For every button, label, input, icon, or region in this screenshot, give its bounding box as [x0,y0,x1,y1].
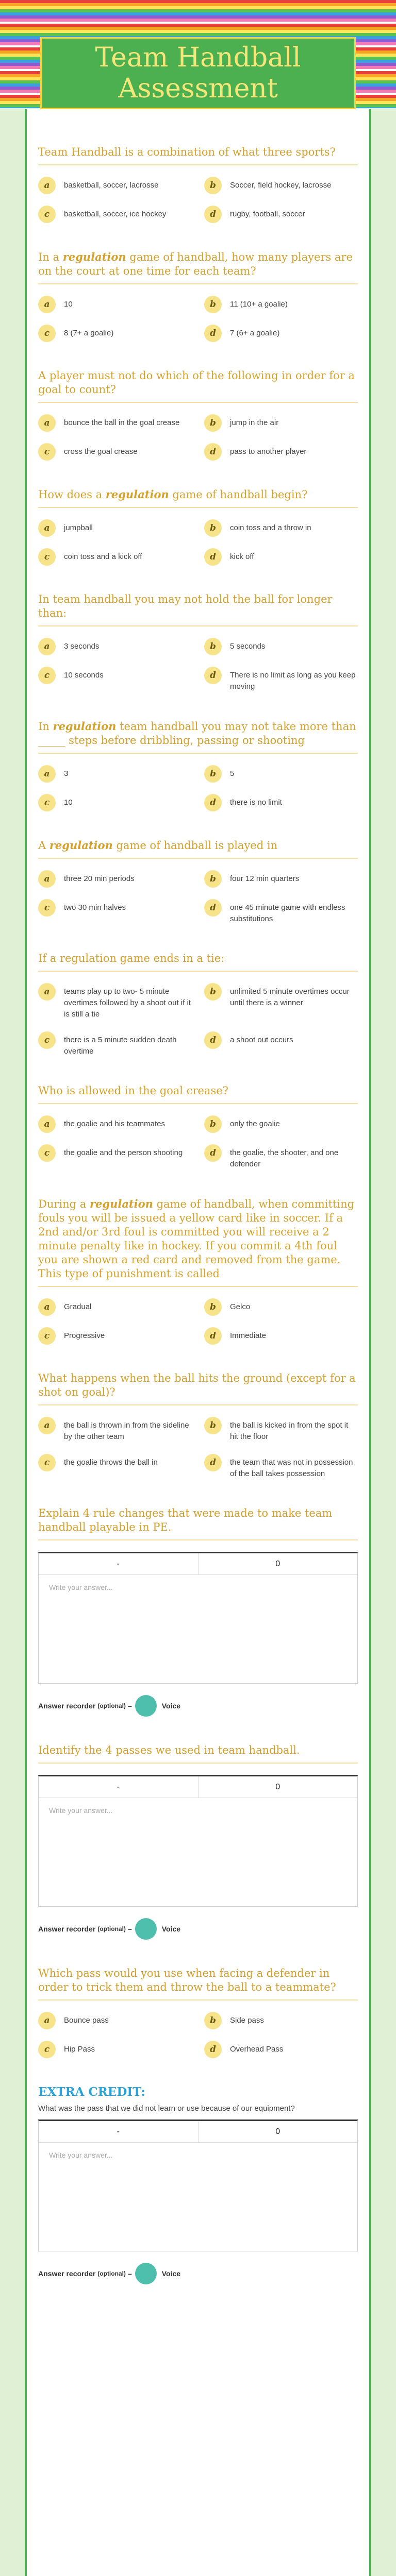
option-letter-badge: a [38,2012,56,2029]
answer-option-d[interactable] [204,325,358,342]
option-text: basketball, soccer, ice hockey [64,210,167,218]
answer-option-a[interactable] [38,177,192,194]
answer-option-b[interactable] [204,983,358,1020]
question-text [38,145,358,165]
option-letter-badge: a [38,1115,56,1133]
options-grid [38,296,358,342]
option-letter-badge: d [204,325,222,342]
answer-option-a[interactable] [38,1115,192,1133]
page-title: Team Handball Assessment [95,42,301,104]
option-text: jump in the air [230,418,279,427]
answer-editor [38,1552,358,1684]
question-label-pre: In a [38,251,63,263]
question-7 [38,838,358,925]
option-letter-badge: b [204,1115,222,1133]
option-text: basketball, soccer, lacrosse [64,181,159,190]
question-label-post: game of handball, how many players are on the court at one time for each team? [38,251,353,277]
option-text: Side pass [230,2016,264,2025]
option-text: 10 seconds [64,671,104,680]
question-1 [38,145,358,223]
question-text [38,1084,358,1104]
option-letter-badge: b [204,296,222,313]
option-letter-badge: b [204,1298,222,1316]
options-grid [38,870,358,925]
answer-recorder [38,2263,358,2284]
options-grid [38,177,358,223]
question-emphasis: regulation [62,250,126,263]
answer-option-a[interactable] [38,1417,192,1443]
option-letter-badge: c [38,206,56,223]
answer-option-d[interactable] [204,794,358,811]
option-letter-badge: c [38,1454,56,1471]
recorder-optional-label: (optional) [97,2270,126,2277]
answer-recorder [38,1918,358,1940]
options-grid [38,519,358,566]
option-letter-badge: c [38,2041,56,2058]
option-letter-badge: d [204,1327,222,1345]
option-letter-badge: a [38,519,56,537]
option-letter-badge: d [204,1454,222,1471]
option-letter-badge: b [204,983,222,1001]
option-letter-badge: c [38,1327,56,1345]
answer-option-b[interactable] [204,2012,358,2029]
answer-option-c[interactable] [38,1144,192,1170]
question-emphasis: regulation [53,720,117,733]
options-grid [38,414,358,461]
option-text: three 20 min periods [64,874,135,883]
voice-label: Voice [161,2269,181,2278]
option-letter-badge: c [38,1031,56,1049]
recorder-dash: – [127,2269,132,2278]
answer-option-a[interactable] [38,2012,192,2029]
option-letter-badge: d [204,443,222,461]
question-text: Identify the 4 passes we used in team handball. [38,1743,358,1764]
option-text: the team that was not in possession of the ball takes possession [230,1458,353,1478]
option-letter-badge: d [204,899,222,917]
option-letter-badge: d [204,1031,222,1049]
option-letter-badge: d [204,2041,222,2058]
answer-option-b[interactable] [204,1115,358,1133]
option-letter-badge: c [38,443,56,461]
answer-option-c[interactable] [38,1454,192,1480]
answer-option-a[interactable] [38,519,192,537]
question-text [38,487,358,508]
answer-option-c[interactable] [38,325,192,342]
answer-option-c[interactable] [38,206,192,223]
option-letter-badge: a [38,870,56,888]
answer-recorder [38,1695,358,1717]
option-text: teams play up to two- 5 minute overtimes followed by a shoot out if it is still a tie [64,987,191,1019]
recorder-label: Answer recorder [38,1925,96,1933]
answer-option-a[interactable] [38,1298,192,1316]
option-text: the goalie and the person shooting [64,1148,183,1157]
question-text [38,592,358,626]
option-text: kick off [230,552,254,561]
answer-textarea[interactable]: Write your answer... [49,1583,113,1591]
list-format-button[interactable]: - [39,1776,199,1798]
option-text: the ball is kicked in from the spot it hit the floor [230,1421,349,1441]
answer-option-b[interactable] [204,1298,358,1316]
option-letter-badge: c [38,794,56,811]
question-label-pre: During a [38,1198,90,1210]
question-text: Explain 4 rule changes that were made to make team handball playable in PE. [38,1506,358,1540]
recorder-label: Answer recorder [38,1702,96,1710]
question-12 [38,1967,358,2058]
question-3 [38,369,358,461]
option-text: bounce the ball in the goal crease [64,418,180,427]
question-label-post: team handball you may not take more than _____ steps before dribbling, passing or shooting [38,720,356,747]
question-4 [38,487,358,566]
record-voice-button[interactable] [135,1695,157,1717]
option-letter-badge: b [204,414,222,432]
option-text: there is a 5 minute sudden death overtime [64,1036,177,1056]
answer-option-c[interactable] [38,794,192,811]
option-letter-badge: a [38,638,56,655]
answer-option-c[interactable] [38,2041,192,2058]
option-letter-badge: b [204,638,222,655]
option-text: rugby, football, soccer [230,210,305,218]
option-letter-badge: c [38,899,56,917]
question-emphasis: regulation [49,839,113,852]
option-text: two 30 min halves [64,903,126,912]
option-letter-badge: a [38,983,56,1001]
question-label: In team handball you may not hold the ball for longer than: [38,593,333,619]
recorder-dash: – [127,1702,132,1710]
recorder-optional-label: (optional) [97,1702,126,1709]
list-format-button[interactable]: - [39,1553,199,1574]
option-text: four 12 min quarters [230,874,300,883]
option-text: only the goalie [230,1120,280,1128]
question-text [38,1197,358,1287]
option-text: one 45 minute game with endless substitutions [230,903,345,923]
option-letter-badge: c [38,667,56,684]
answer-option-d[interactable] [204,548,358,566]
option-text: Soccer, field hockey, lacrosse [230,181,332,190]
answer-editor [38,2120,358,2251]
open-question-2 [38,1743,358,1940]
question-2 [38,250,358,342]
question-label-post: game of handball is played in [112,839,278,852]
option-letter-badge: b [204,2012,222,2029]
question-label: Team Handball is a combination of what three sports? [38,146,336,158]
quiz-card [25,109,371,2576]
option-text: coin toss and a throw in [230,523,311,532]
question-label-post: game of handball, when committing fouls you will be issued a yellow card like in soccer. If a 2nd and/or 3rd foul is committed you will receive a 2 minute penalty like in hockey. If you commit a 4th foul you are shown a red card and removed from the game. This type of punishment is called [38,1198,355,1280]
option-text: Overhead Pass [230,2045,284,2054]
question-emphasis: regulation [105,488,169,501]
option-text: 5 seconds [230,642,266,651]
question-label: A player must not do which of the following in order for a goal to count? [38,369,355,396]
ordered-format-button[interactable]: 0 [275,2127,280,2136]
question-text [38,1967,358,2001]
question-emphasis: regulation [89,1197,153,1210]
option-text: 11 (10+ a goalie) [230,300,288,309]
answer-option-b[interactable] [204,519,358,537]
question-11 [38,1371,358,1480]
option-text: There is no limit as long as you keep moving [230,671,356,691]
question-text [38,250,358,284]
answer-editor [38,1775,358,1907]
editor-toolbar [39,1553,357,1575]
answer-option-b[interactable] [204,1417,358,1443]
option-text: 7 (6+ a goalie) [230,329,280,337]
answer-option-c[interactable] [38,899,192,925]
recorder-label: Answer recorder [38,2269,96,2278]
answer-option-b[interactable] [204,765,358,783]
ordered-format-button[interactable]: 0 [275,1559,280,1568]
option-letter-badge: a [38,296,56,313]
option-text: Bounce pass [64,2016,109,2025]
extra-credit-section [38,2085,358,2284]
option-letter-badge: a [38,765,56,783]
option-text: the goalie, the shooter, and one defender [230,1148,339,1168]
answer-textarea[interactable]: Write your answer... [49,1806,113,1815]
question-label: Who is allowed in the goal crease? [38,1084,228,1097]
option-letter-badge: c [38,548,56,566]
answer-option-d[interactable] [204,2041,358,2058]
answer-option-d[interactable] [204,899,358,925]
question-label-pre: A [38,839,50,852]
option-text: jumpball [64,523,93,532]
question-label-pre: In [38,720,53,733]
ordered-format-button[interactable]: 0 [275,1782,280,1791]
option-text: unlimited 5 minute overtimes occur until there is a winner [230,987,350,1007]
option-text: the ball is thrown in from the sideline by the other team [64,1421,189,1441]
option-text: Immediate [230,1331,267,1340]
list-format-button[interactable]: - [39,2121,199,2142]
option-letter-badge: c [38,1144,56,1162]
answer-option-d[interactable] [204,1327,358,1345]
answer-option-b[interactable] [204,638,358,655]
option-text: a shoot out occurs [230,1036,293,1044]
option-text: the goalie throws the ball in [64,1458,158,1467]
extra-credit-title: EXTRA CREDIT: [38,2085,145,2099]
answer-option-c[interactable] [38,1031,192,1057]
question-text [38,952,358,972]
answer-option-a[interactable] [38,983,192,1020]
option-letter-badge: b [204,519,222,537]
option-letter-badge: d [204,206,222,223]
option-text: the goalie and his teammates [64,1120,165,1128]
answer-textarea[interactable]: Write your answer... [49,2151,113,2159]
voice-label: Voice [161,1702,181,1710]
answer-option-a[interactable] [38,870,192,888]
question-8 [38,952,358,1057]
record-voice-button[interactable] [135,1918,157,1940]
answer-option-b[interactable] [204,414,358,432]
answer-option-d[interactable] [204,443,358,461]
question-9 [38,1084,358,1170]
option-text: Progressive [64,1331,105,1340]
option-letter-badge: a [38,414,56,432]
recorder-optional-label: (optional) [97,1925,126,1933]
question-text [38,369,358,403]
answer-option-d[interactable] [204,206,358,223]
option-letter-badge: a [38,1298,56,1316]
option-letter-badge: d [204,548,222,566]
question-label-post: game of handball begin? [169,488,308,501]
option-letter-badge: b [204,765,222,783]
answer-option-a[interactable] [38,414,192,432]
option-text: 3 seconds [64,642,100,651]
answer-option-c[interactable] [38,1327,192,1345]
option-letter-badge: d [204,1144,222,1162]
question-text [38,719,358,754]
title-banner [40,37,356,109]
question-text [38,1371,358,1405]
options-grid [38,983,358,1057]
options-grid [38,638,358,692]
options-grid [38,2012,358,2058]
options-grid [38,765,358,811]
option-text: coin toss and a kick off [64,552,142,561]
record-voice-button[interactable] [135,2263,157,2284]
answer-option-a[interactable] [38,765,192,783]
answer-option-b[interactable] [204,177,358,194]
question-label-pre: How does a [38,488,106,501]
editor-toolbar [39,2121,357,2143]
option-letter-badge: d [204,667,222,684]
options-grid [38,1298,358,1345]
question-text [38,838,358,859]
option-letter-badge: c [38,325,56,342]
open-question-1 [38,1506,358,1717]
question-label: What happens when the ball hits the ground (except for a shot on goal)? [38,1372,356,1398]
answer-option-c[interactable] [38,443,192,461]
option-letter-badge: a [38,177,56,194]
answer-option-b[interactable] [204,296,358,313]
option-letter-badge: d [204,794,222,811]
option-text: Gelco [230,1302,251,1311]
option-letter-badge: b [204,870,222,888]
option-letter-badge: a [38,1417,56,1434]
question-6 [38,719,358,811]
option-text: 5 [230,769,235,778]
answer-option-c[interactable] [38,548,192,566]
question-label: Which pass would you use when facing a defender in order to trick them and throw the ball to a teammate? [38,1967,336,1993]
question-10 [38,1197,358,1345]
option-text: pass to another player [230,447,307,456]
editor-toolbar [39,1776,357,1798]
answer-option-b[interactable] [204,870,358,888]
extra-credit-question: What was the pass that we did not learn or use because of our equipment? [38,2104,358,2120]
answer-option-c[interactable] [38,667,192,692]
recorder-dash: – [127,1925,132,1933]
option-text: 8 (7+ a goalie) [64,329,114,337]
answer-option-a[interactable] [38,638,192,655]
answer-option-a[interactable] [38,296,192,313]
voice-label: Voice [161,1925,181,1933]
option-text: 3 [64,769,69,778]
option-text: cross the goal crease [64,447,138,456]
answer-option-d[interactable] [204,1454,358,1480]
option-text: there is no limit [230,798,282,807]
option-text: 10 [64,300,73,309]
question-label: If a regulation game ends in a tie: [38,952,225,964]
answer-option-d[interactable] [204,1031,358,1057]
options-grid [38,1115,358,1170]
answer-option-d[interactable] [204,1144,358,1170]
option-text: 10 [64,798,73,807]
option-letter-badge: b [204,1417,222,1434]
options-grid [38,1417,358,1480]
option-letter-badge: b [204,177,222,194]
option-text: Hip Pass [64,2045,95,2054]
question-5 [38,592,358,692]
option-text: Gradual [64,1302,92,1311]
answer-option-d[interactable] [204,667,358,692]
